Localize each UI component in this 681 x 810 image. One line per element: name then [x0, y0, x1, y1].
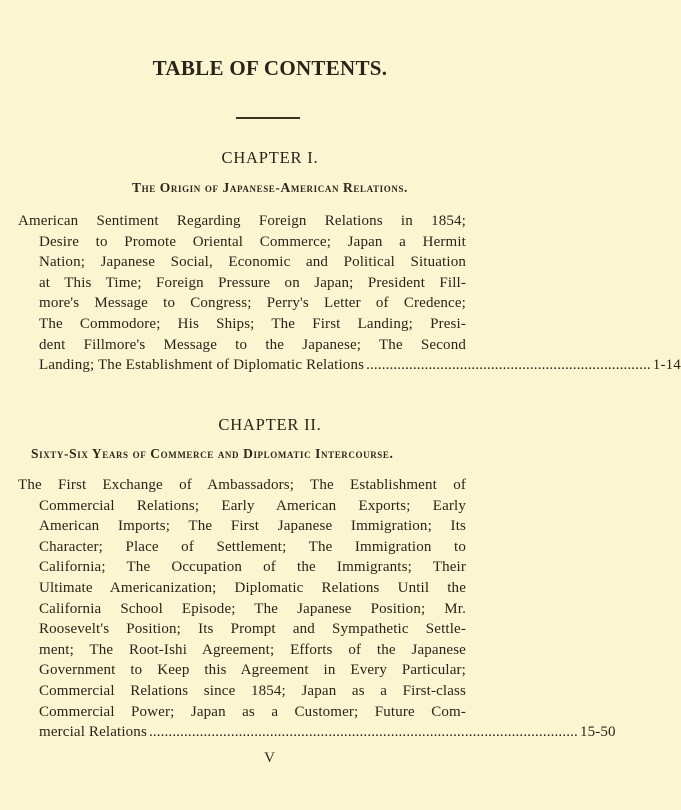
toc-line: California; The Occupation of the Immigrants; Their [39, 559, 466, 576]
toc-line: American Sentiment Regarding Foreign Relations in 1854; [18, 213, 466, 229]
toc-line: Roosevelt's Position; Its Prompt and Sympathetic Settle- [39, 621, 466, 638]
page-range: 15-50 [579, 724, 616, 741]
toc-last-line-text: mercial Relations [39, 724, 147, 741]
toc-line: Nation; Japanese Social, Economic and Political Situation [39, 254, 466, 271]
toc-line: at This Time; Foreign Pressure on Japan; President Fill- [39, 274, 466, 291]
toc-line: Desire to Promote Oriental Commerce; Japan a Hermit [39, 233, 466, 250]
toc-last-line [18, 722, 616, 743]
chapter-2-heading: CHAPTER II. [218, 415, 322, 434]
chapter-1-heading: CHAPTER I. [221, 148, 319, 167]
page-number: V [264, 750, 276, 766]
toc-line: The First Exchange of Ambassadors; The Establishment of [18, 477, 466, 493]
toc-line: American Imports; The First Japanese Immigration; Its [39, 518, 466, 535]
page-title: TABLE OF CONTENTS. [152, 56, 388, 80]
chapter-2-subtitle: Sixty-Six Years of Commerce and Diplomatic Intercourse. [31, 446, 394, 461]
page-range: 1-14 [652, 357, 681, 374]
dot-leader: .............................................................................................................. [148, 724, 578, 741]
toc-line: Government to Keep this Agreement in Every Particular; [39, 662, 466, 679]
toc-line: Commercial Relations since 1854; Japan as a First-class [39, 682, 466, 699]
toc-last-line [18, 355, 681, 376]
toc-line: Commercial Power; Japan as a Customer; Future Com- [39, 703, 466, 720]
dot-leader: ......................................................................... [366, 357, 651, 374]
chapter-1-subtitle: The Origin of Japanese-American Relations. [131, 180, 408, 195]
chapter-2-entry [18, 475, 616, 743]
toc-line: dent Fillmore's Message to the Japanese; The Second [39, 336, 466, 353]
toc-line: Commercial Relations; Early American Exports; Early [39, 497, 466, 514]
toc-line: Character; Place of Settlement; The Immigration to [39, 538, 466, 555]
toc-line: California School Episode; The Japanese Position; Mr. [39, 600, 466, 617]
toc-line: The Commodore; His Ships; The First Landing; Presi- [39, 315, 466, 332]
toc-line: more's Message to Congress; Perry's Letter of Credence; [39, 295, 466, 312]
title-divider [236, 117, 300, 119]
toc-line: Ultimate Americanization; Diplomatic Relations Until the [39, 579, 466, 596]
toc-line: ment; The Root-Ishi Agreement; Efforts of the Japanese [39, 641, 466, 658]
chapter-1-entry [18, 211, 681, 376]
toc-last-line-text: Landing; The Establishment of Diplomatic Relations [39, 357, 365, 374]
